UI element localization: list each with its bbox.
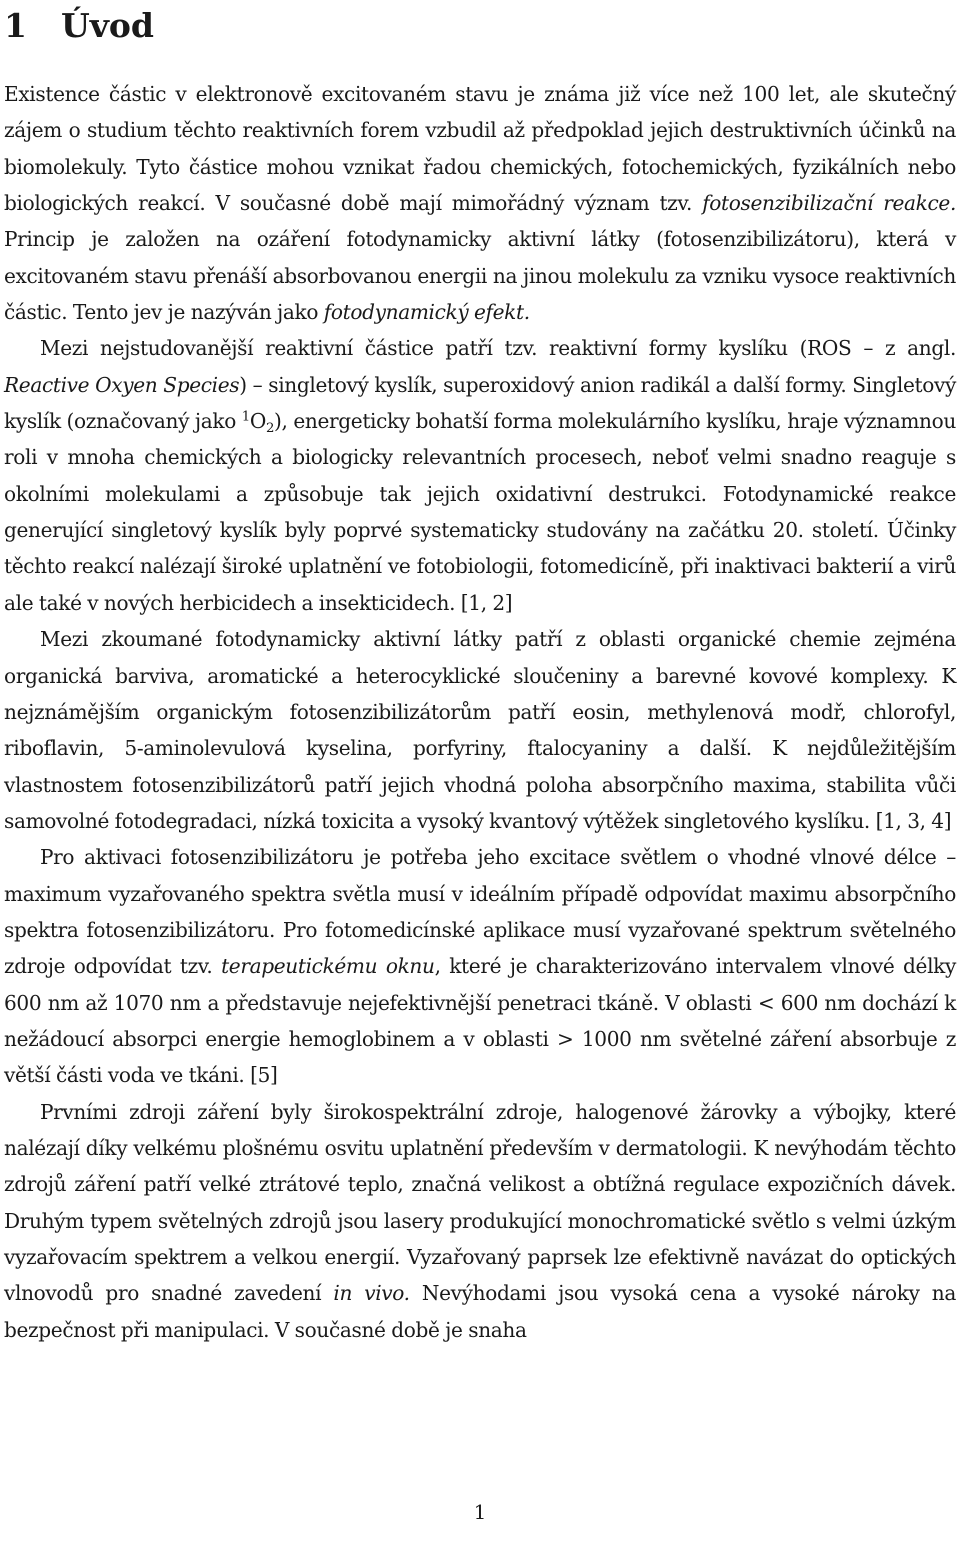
paragraph-3-text: Mezi zkoumané fotodynamicky aktivní látky patří z oblasti organické chemie zejména organická barviva, aromatické a heterocyklické sloučeniny a barevné kovové komplexy. K nejznámějším organickým fotosenzibilizátorům patří eosin, methylenová modř, chlorofyl, riboflavin, 5-aminolevulová kyselina, porfyriny, ftalocyaniny a další. K nejdůležitějším vlastnostem fotosenzibilizátorů patří jejich vhodná poloha absorpčního maxima, stabilita vůči samovolné fotodegradaci, nízká toxicita a vysoký kvantový výtěžek singletového kyslíku. [1, 3, 4]: [4, 627, 956, 833]
paragraph-5-text-a: Prvními zdroji záření byly širokospektrální zdroje, halogenové žárovky a výbojky, které nalézají díky velkému plošnému osvitu uplatnění především v dermatologii. K nevýhodám těchto zdrojů záření patří velké ztrátové teplo, značná velikost a obtížná regulace expozičních dávek. Druhým typem světelných zdrojů jsou lasery produkující monochromatické světlo s velmi úzkým vyzařovacím spektrem a velkou energií. Vyzařovaný paprsek lze efektivně navázat do optických vlnovodů pro snadné zavedení: [4, 1099, 956, 1306]
paragraph-2-text-b: ) – singletový kyslík, superoxidový anion radikál a další formy. Singletový kyslík (označovaný jako: [4, 372, 956, 434]
paragraph-1: [4, 76, 956, 330]
paragraph-4: [4, 839, 956, 1093]
paragraph-2: [4, 330, 956, 621]
formula-subscript: 2: [265, 421, 275, 437]
paragraph-1-text-b: Princip je založen na ozáření fotodynamicky aktivní látky (fotosenzibilizátoru), která v excitovaném stavu přenáší absorbovanou energii na jinou molekulu za vzniku vysoce reaktivních částic. Tento jev je nazýván jako: [4, 227, 956, 325]
paragraph-4-text-b: , které je charakterizováno intervalem vlnové délky 600 nm až 1070 nm a představuje nejefektivnější penetraci tkáně. V oblasti < 600 nm dochází k nežádoucí absorpci energie hemoglobinem a v oblasti > 1000 nm světelné záření absorbuje z větší části voda ve tkáni. [5]: [4, 954, 956, 1088]
term-fotodynamicky-efekt: fotodynamický efekt.: [323, 300, 530, 325]
document-page: [4, 0, 956, 1348]
term-reactive-oxyen-species: Reactive Oxyen Species: [4, 372, 240, 397]
term-terapeutickemu-oknu: terapeutickému oknu: [221, 954, 435, 979]
term-fotosenzibilizacni-reakce: fotosenzibilizační reakce.: [702, 191, 956, 216]
body-text: [4, 76, 956, 1348]
page-number: 1: [473, 1500, 487, 1524]
section-number: 1: [4, 6, 27, 45]
formula-oxygen: O: [249, 409, 266, 434]
paragraph-2-text-c: ), energeticky bohatší forma molekulárního kyslíku, hraje významnou roli v mnoha chemických a biologicky relevantních procesech, neboť velmi snadno reaguje s okolními molekulami a způsobuje tak jejich oxidativní destrukci. Fotodynamické reakce generující singletový kyslík byly poprvé systematicky studovány na začátku 20. století. Účinky těchto reakcí nalézají široké uplatnění ve fotobiologii, fotomedicíně, při inaktivaci bakterií a virů ale také v nových herbicidech a insekticidech. [1, 2]: [4, 409, 956, 615]
paragraph-2-text-a: Mezi nejstudovanější reaktivní částice patří tzv. reaktivní formy kyslíku (ROS – z angl.: [40, 336, 956, 361]
paragraph-3: [4, 621, 956, 839]
section-heading: [4, 0, 956, 64]
paragraph-5-text-b: Nevýhodami jsou vysoká cena a vysoké nároky na bezpečnost při manipulaci. V současné době je snaha: [4, 1281, 956, 1342]
paragraph-4-text-a: Pro aktivaci fotosenzibilizátoru je potřeba jeho excitace světlem o vhodné vlnové délce – maximum vyzařovaného spektra světla musí v ideálním případě odpovídat maximu absorpčního spektra fotosenzibilizátoru. Pro fotomedicínské aplikace musí vyzařované spektrum světelného zdroje odpovídat tzv.: [4, 845, 956, 979]
formula-superscript: 1: [241, 409, 250, 425]
paragraph-5: [4, 1094, 956, 1348]
term-in-vivo: in vivo.: [333, 1281, 410, 1306]
section-title: Úvod: [60, 6, 155, 45]
paragraph-1-text-a: Existence částic v elektronově excitovaném stavu je známa již více než 100 let, ale skutečný zájem o studium těchto reaktivních forem vzbudil až předpoklad jejich destruktivních účinků na biomolekuly. Tyto částice mohou vznikat řadou chemických, fotochemických, fyzikálních nebo biologických reakcí. V současné době mají mimořádný význam tzv.: [4, 82, 956, 216]
